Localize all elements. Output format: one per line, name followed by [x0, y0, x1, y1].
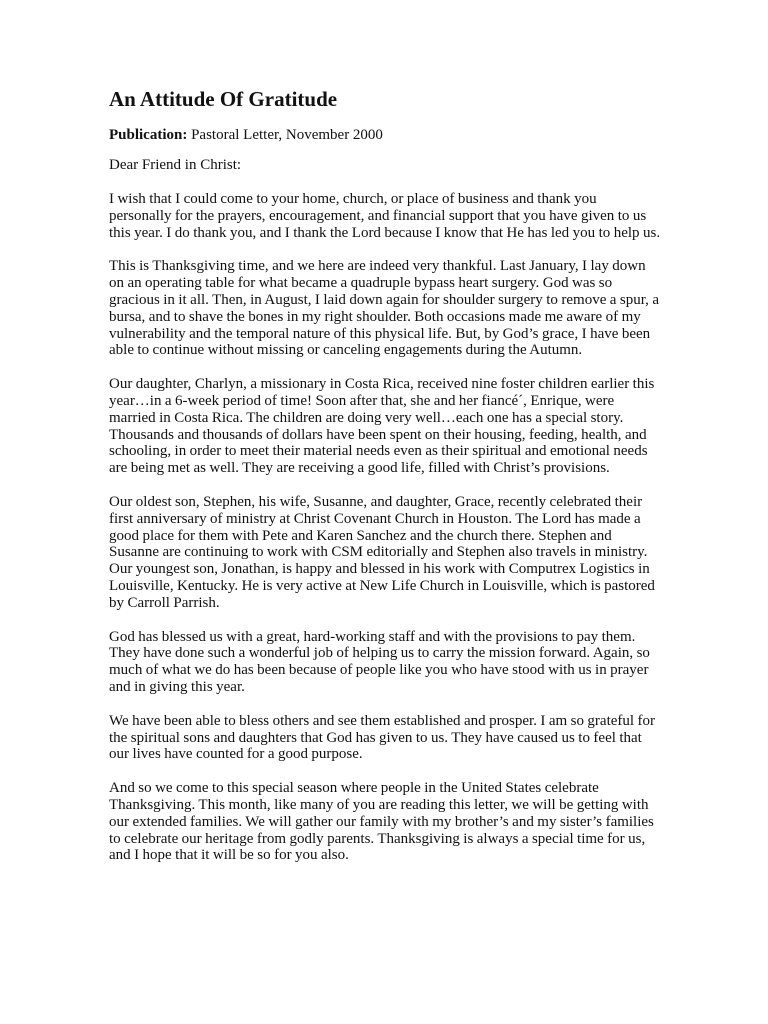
document-page	[109, 88, 661, 881]
salutation: Dear Friend in Christ:	[109, 157, 242, 173]
body-paragraph: We have been able to bless others and see them established and prosper. I am so grateful for the spiritual sons and daughters that God has given to us. They have caused us to feel that our lives have counted for a good purpose.	[109, 712, 656, 763]
body-paragraph: I wish that I could come to your home, church, or place of business and thank you personally for the prayers, encouragement, and financial support that you have given to us this year. I do thank you, and I thank the Lord because I know that He has led you to help us.	[109, 191, 661, 241]
publication-label: Publication:	[109, 127, 188, 143]
publication-line	[109, 127, 661, 144]
document-title: An Attitude Of Gratitude	[109, 87, 338, 111]
body-paragraph: Our oldest son, Stephen, his wife, Susanne, and daughter, Grace, recently celebrated their first anniversary of ministry at Christ Covenant Church in Houston. The Lord has made a good place for them with Pete and Karen Sanchez and the church there. Stephen and Susanne are continuing to work with CSM editorially and Stephen also travels in ministry. Our youngest son, Jonathan, is happy and blessed in his work with Computrex Logistics in Louisville, Kentucky. He is very active at New Life Church in Louisville, which is pastored by Carroll Parrish.	[109, 493, 655, 611]
publication-value: Pastoral Letter, November 2000	[187, 127, 383, 143]
body-paragraph: And so we come to this special season where people in the United States celebrate Thanksgiving. This month, like many of you are reading this letter, we will be getting with our extended families. We will gather our family with my brother’s and my sister’s families to celebrate our heritage from godly parents. Thanksgiving is always a special time for us, and I hope that it will be so for you also.	[109, 780, 654, 864]
body-paragraph: This is Thanksgiving time, and we here are indeed very thankful. Last January, I lay down on an operating table for what became a quadruple bypass heart surgery. God was so gracious in it all. Then, in August, I laid down again for shoulder surgery to remove a spur, a bursa, and to shave the bones in my right shoulder. Both occasions made me aware of my vulnerability and the temporal nature of this physical life. But, by God’s grace, I have been able to continue without missing or canceling engagements during the Autumn.	[109, 258, 659, 359]
body-paragraph: God has blessed us with a great, hard-working staff and with the provisions to pay them. They have done such a wonderful job of helping us to carry the mission forward. Again, so much of what we do has been because of people like you who have stood with us in prayer and in giving this year.	[109, 628, 650, 695]
body-paragraph: Our daughter, Charlyn, a missionary in Costa Rica, received nine foster children earlier this year…in a 6-week period of time! Soon after that, she and her fiancé´, Enrique, were married in Costa Rica. The children are doing very well…each one has a special story. Thousands and thousands of dollars have been spent on their housing, feeding, health, and schooling, in order to meet their material needs even as their spiritual and emotional needs are being met as well. They are receiving a good life, filled with Christ’s provisions.	[109, 376, 655, 477]
